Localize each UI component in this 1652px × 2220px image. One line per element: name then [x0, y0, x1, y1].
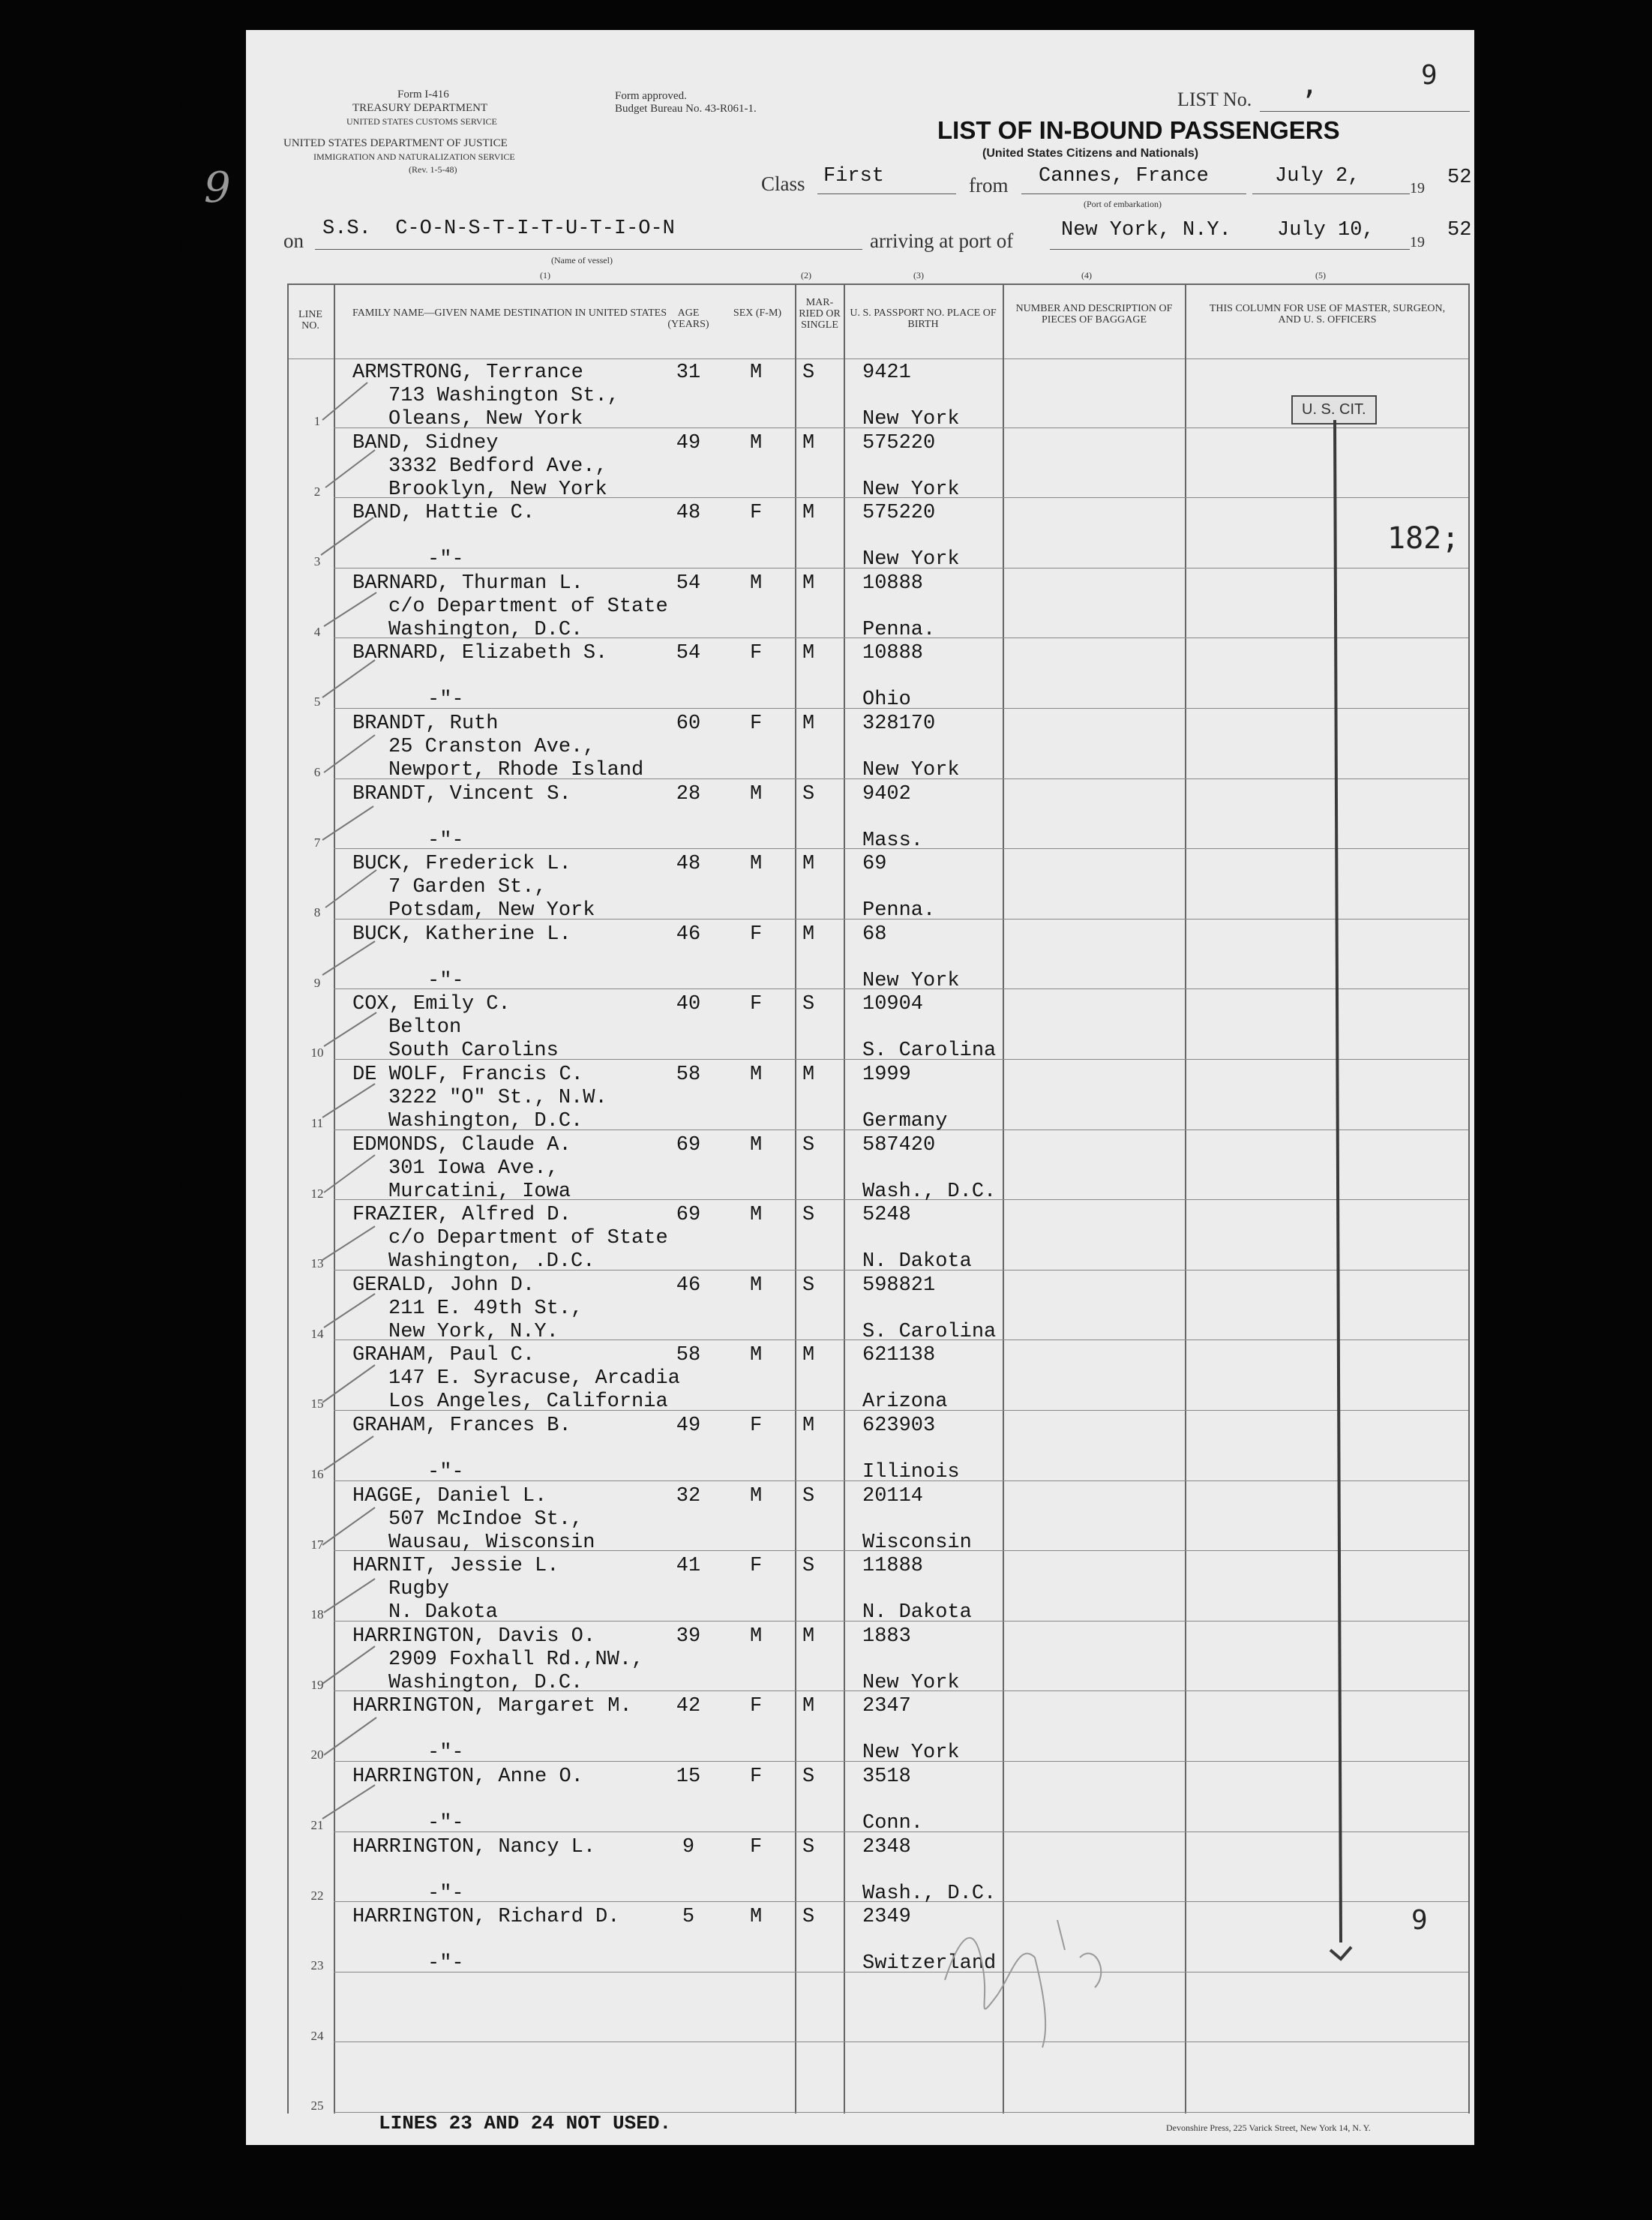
- us-citizen-stamp: U. S. CIT.: [1291, 395, 1377, 424]
- class-value: First: [823, 165, 885, 188]
- line-number: 6: [313, 765, 321, 779]
- passenger-address-2: Washington, D.C.: [388, 619, 583, 641]
- line-number: 8: [313, 905, 321, 920]
- line-number: 22: [310, 1888, 324, 1903]
- form-revision: (Rev. 1-5-48): [409, 164, 457, 175]
- passenger-address-1: 713 Washington St.,: [388, 385, 619, 407]
- passenger-marital-status: M: [802, 923, 815, 946]
- passenger-name: COX, Emily C.: [352, 993, 511, 1016]
- line-number: 19: [310, 1678, 324, 1692]
- budget-bureau: Budget Bureau No. 43-R061-1.: [615, 103, 757, 115]
- passenger-marital-status: S: [802, 1274, 815, 1297]
- passport-number: 587420: [862, 1134, 936, 1156]
- passport-number: 10888: [862, 642, 924, 664]
- punch-hole: [180, 1170, 214, 1204]
- passenger-sex: F: [750, 1695, 763, 1718]
- place-of-birth: New York: [862, 759, 960, 782]
- passenger-address-2: Murcatini, Iowa: [388, 1180, 571, 1203]
- passenger-age: 58: [676, 1064, 701, 1086]
- place-of-birth: Ohio: [862, 688, 911, 711]
- pencil-scribble: [930, 1875, 1155, 2055]
- line-number: 7: [313, 836, 321, 850]
- punch-hole: [180, 1972, 214, 2007]
- passport-number: 2349: [862, 1906, 911, 1928]
- passenger-name: FRAZIER, Alfred D.: [352, 1204, 571, 1226]
- arrival-date: July 10,: [1277, 219, 1375, 242]
- line-number: 2: [313, 484, 321, 499]
- passenger-sex: F: [750, 1766, 763, 1788]
- line-number: 20: [310, 1748, 324, 1762]
- col-divider: [844, 284, 845, 2114]
- passenger-sex: F: [750, 712, 763, 735]
- page-subtitle: (United States Citizens and Nationals): [982, 147, 1199, 160]
- passenger-address-2: N. Dakota: [388, 1601, 498, 1624]
- passenger-marital-status: S: [802, 1766, 815, 1788]
- passenger-age: 15: [676, 1766, 701, 1788]
- passport-number: 10904: [862, 993, 924, 1016]
- list-no-mark: ,: [1301, 68, 1318, 100]
- arriving-label: arriving at port of: [870, 230, 1014, 252]
- embark-year-prefix: 19: [1410, 180, 1425, 196]
- passenger-name: BUCK, Frederick L.: [352, 853, 571, 875]
- list-no-value: 9: [1421, 60, 1438, 91]
- passenger-name: HARRINGTON, Margaret M.: [352, 1695, 632, 1718]
- passport-number: 3518: [862, 1766, 911, 1788]
- line-number: 10: [310, 1046, 324, 1060]
- header-age: AGE (YEARS): [667, 308, 709, 330]
- passenger-sex: F: [750, 993, 763, 1016]
- col-divider: [1003, 284, 1004, 2114]
- place-of-birth: N. Dakota: [862, 1601, 972, 1624]
- passenger-sex: M: [750, 362, 763, 384]
- line-number: 1: [313, 414, 321, 428]
- line-number: 14: [310, 1327, 324, 1341]
- col-divider: [287, 284, 289, 2114]
- passenger-sex: F: [750, 1555, 763, 1577]
- treasury-dept: TREASURY DEPARTMENT: [352, 102, 488, 114]
- passport-number: 328170: [862, 712, 936, 735]
- place-of-birth: Germany: [862, 1110, 948, 1132]
- place-of-birth: New York: [862, 1672, 960, 1694]
- passenger-age: 54: [676, 572, 701, 595]
- passenger-address-1: 3222 "O" St., N.W.: [388, 1087, 607, 1109]
- vessel-caption: (Name of vessel): [551, 255, 613, 266]
- passenger-sex: M: [750, 432, 763, 454]
- place-of-birth: New York: [862, 478, 960, 501]
- passenger-age: 48: [676, 502, 701, 524]
- check-marks: [315, 368, 435, 1882]
- passenger-name: BRANDT, Vincent S.: [352, 783, 571, 806]
- line-number: 21: [310, 1818, 324, 1832]
- passenger-sex: F: [750, 1414, 763, 1437]
- header-passport: U. S. PASSPORT NO. PLACE OF BIRTH: [850, 308, 997, 330]
- passenger-marital-status: S: [802, 1485, 815, 1508]
- passenger-sex: M: [750, 1134, 763, 1156]
- passenger-marital-status: M: [802, 502, 815, 524]
- place-of-birth: Wash., D.C.: [862, 1882, 997, 1905]
- passenger-address-2: -"-: [427, 1812, 464, 1834]
- passenger-age: 5: [682, 1906, 695, 1928]
- passenger-address-2: Potsdam, New York: [388, 899, 595, 922]
- passenger-address-2: -"-: [427, 1461, 464, 1484]
- col-number-2: (2): [801, 270, 811, 280]
- passenger-sex: M: [750, 572, 763, 595]
- line-number: 25: [310, 2098, 324, 2113]
- ins-service: IMMIGRATION AND NATURALIZATION SERVICE: [313, 152, 515, 162]
- passenger-sex: M: [750, 1625, 763, 1648]
- passenger-address-2: Oleans, New York: [388, 408, 583, 430]
- embark-year: 52: [1447, 166, 1472, 189]
- passenger-age: 48: [676, 853, 701, 875]
- passenger-marital-status: M: [802, 853, 815, 875]
- place-of-birth: New York: [862, 548, 960, 571]
- col-number-3: (3): [913, 270, 924, 280]
- arrival-year: 52: [1447, 219, 1472, 242]
- col-divider: [795, 284, 796, 2114]
- passenger-address-1: 507 McIndoe St.,: [388, 1508, 583, 1531]
- place-of-birth: Penna.: [862, 619, 936, 641]
- bracket-arrow-line: [1320, 420, 1365, 1972]
- passenger-address-1: 25 Cranston Ave.,: [388, 736, 595, 758]
- header-officers: THIS COLUMN FOR USE OF MASTER, SURGEON, AND U. S. OFFICERS: [1209, 303, 1446, 326]
- passenger-age: 28: [676, 783, 701, 806]
- from-label: from: [969, 174, 1009, 196]
- passenger-sex: F: [750, 923, 763, 946]
- line-number: 9: [313, 976, 321, 990]
- passenger-address-1: 7 Garden St.,: [388, 876, 547, 898]
- place-of-birth: Penna.: [862, 899, 936, 922]
- passenger-name: HAGGE, Daniel L.: [352, 1485, 547, 1508]
- place-of-birth: New York: [862, 408, 960, 430]
- passenger-age: 58: [676, 1344, 701, 1366]
- passenger-address-2: Newport, Rhode Island: [388, 759, 644, 782]
- passenger-sex: M: [750, 783, 763, 806]
- passenger-address-2: -"-: [427, 970, 464, 992]
- printer-imprint: Devonshire Press, 225 Varick Street, New York 14, N. Y.: [1166, 2122, 1371, 2133]
- passenger-name: DE WOLF, Francis C.: [352, 1064, 583, 1086]
- passenger-sex: F: [750, 642, 763, 664]
- passenger-age: 40: [676, 993, 701, 1016]
- line-number: 23: [310, 1958, 324, 1972]
- passenger-address-2: -"-: [427, 1882, 464, 1905]
- passenger-address-2: -"-: [427, 548, 464, 571]
- passenger-age: 32: [676, 1485, 701, 1508]
- justice-dept: UNITED STATES DEPARTMENT OF JUSTICE: [283, 137, 508, 149]
- passenger-name: HARRINGTON, Richard D.: [352, 1906, 620, 1928]
- passenger-sex: M: [750, 1344, 763, 1366]
- passenger-age: 46: [676, 1274, 701, 1297]
- line-number: 18: [310, 1607, 324, 1622]
- passenger-address-2: Brooklyn, New York: [388, 478, 607, 501]
- header-married: MAR- RIED OR SINGLE: [799, 297, 841, 331]
- passenger-name: HARRINGTON, Davis O.: [352, 1625, 596, 1648]
- class-label: Class: [761, 172, 805, 195]
- line-number: 15: [310, 1396, 324, 1411]
- passenger-address-1: 147 E. Syracuse, Arcadia: [388, 1367, 680, 1390]
- header-line-no: LINE NO.: [298, 309, 322, 332]
- passport-number: 575220: [862, 502, 936, 524]
- line-number: 4: [313, 625, 321, 639]
- punch-hole: [180, 1898, 214, 1932]
- passenger-age: 49: [676, 432, 701, 454]
- passenger-name: HARRINGTON, Nancy L.: [352, 1836, 596, 1858]
- passenger-age: 69: [676, 1204, 701, 1226]
- passenger-address-2: -"-: [427, 1742, 464, 1764]
- passenger-name: BARNARD, Elizabeth S.: [352, 642, 608, 664]
- passport-number: 2348: [862, 1836, 911, 1858]
- passenger-address-2: New York, N.Y.: [388, 1321, 559, 1343]
- passenger-marital-status: M: [802, 642, 815, 664]
- line-number: 24: [310, 2029, 324, 2043]
- passport-number: 2347: [862, 1695, 911, 1718]
- passenger-name: BUCK, Katherine L.: [352, 923, 571, 946]
- punch-hole: [180, 1076, 214, 1111]
- punch-hole: [180, 86, 214, 121]
- arrival-year-prefix: 19: [1410, 234, 1425, 250]
- col-number-4: (4): [1081, 270, 1092, 280]
- passenger-sex: M: [750, 1204, 763, 1226]
- passenger-marital-status: M: [802, 1625, 815, 1648]
- place-of-birth: S. Carolina: [862, 1321, 997, 1343]
- passenger-address-1: Rugby: [388, 1578, 450, 1600]
- passenger-age: 46: [676, 923, 701, 946]
- passenger-address-2: Los Angeles, California: [388, 1390, 668, 1413]
- line-number: 12: [310, 1186, 324, 1201]
- line-number: 16: [310, 1467, 324, 1481]
- passenger-address-1: 3332 Bedford Ave.,: [388, 455, 607, 478]
- passport-number: 69: [862, 853, 887, 875]
- passenger-marital-status: M: [802, 712, 815, 735]
- place-of-birth: Conn.: [862, 1812, 924, 1834]
- bottom-count-note: 9: [1411, 1905, 1428, 1936]
- passport-number: 575220: [862, 432, 936, 454]
- passenger-address-2: Washington, .D.C.: [388, 1250, 595, 1273]
- left-margin-note: 9: [204, 164, 231, 212]
- place-of-birth: Wisconsin: [862, 1532, 972, 1554]
- passenger-marital-status: S: [802, 1555, 815, 1577]
- form-number: Form I-416: [397, 88, 449, 100]
- passenger-marital-status: M: [802, 1344, 815, 1366]
- passenger-marital-status: M: [802, 1695, 815, 1718]
- passenger-name: GRAHAM, Paul C.: [352, 1344, 535, 1366]
- line-number: 11: [310, 1116, 324, 1130]
- col-number-5: (5): [1315, 270, 1326, 280]
- passenger-address-2: -"-: [427, 830, 464, 852]
- list-no-underline: [1260, 111, 1470, 112]
- passport-number: 10888: [862, 572, 924, 595]
- customs-service: UNITED STATES CUSTOMS SERVICE: [346, 116, 497, 127]
- port-embark-caption: (Port of embarkation): [1084, 199, 1162, 209]
- passenger-address-2: Wausau, Wisconsin: [388, 1532, 595, 1554]
- passenger-address-2: -"-: [427, 1952, 464, 1975]
- passenger-sex: M: [750, 1274, 763, 1297]
- passenger-marital-status: S: [802, 362, 815, 384]
- passenger-name: BARNARD, Thurman L.: [352, 572, 583, 595]
- passenger-marital-status: M: [802, 572, 815, 595]
- passenger-name: BAND, Hattie C.: [352, 502, 535, 524]
- passenger-address-1: 2909 Foxhall Rd.,NW.,: [388, 1648, 644, 1671]
- place-of-birth: Switzerland: [862, 1952, 997, 1975]
- table-top-border: [287, 284, 1468, 285]
- passenger-marital-status: M: [802, 432, 815, 454]
- footer-note: LINES 23 AND 24 NOT USED.: [379, 2112, 672, 2134]
- passenger-age: 42: [676, 1695, 701, 1718]
- line-number: 13: [310, 1256, 324, 1270]
- passenger-name: BRANDT, Ruth: [352, 712, 499, 735]
- passenger-name: BAND, Sidney: [352, 432, 499, 454]
- passenger-name: HARNIT, Jessie L.: [352, 1555, 559, 1577]
- embark-date: July 2,: [1275, 165, 1360, 188]
- passenger-age: 60: [676, 712, 701, 735]
- passenger-name: HARRINGTON, Anne O.: [352, 1766, 583, 1788]
- passport-number: 9421: [862, 362, 911, 384]
- table-header-border: [287, 358, 1468, 359]
- passport-number: 5248: [862, 1204, 911, 1226]
- col-divider: [1468, 284, 1470, 2114]
- passport-number: 9402: [862, 783, 911, 806]
- form-approved: Form approved.: [615, 90, 687, 102]
- line-number: 5: [313, 694, 321, 709]
- passenger-sex: M: [750, 1906, 763, 1928]
- passenger-age: 39: [676, 1625, 701, 1648]
- passport-number: 623903: [862, 1414, 936, 1437]
- passport-number: 1999: [862, 1064, 911, 1086]
- line-number: 17: [310, 1538, 324, 1552]
- passenger-address-1: 211 E. 49th St.,: [388, 1298, 583, 1320]
- passenger-sex: M: [750, 1064, 763, 1086]
- passenger-marital-status: S: [802, 1204, 815, 1226]
- col-number-1: (1): [540, 270, 550, 280]
- passenger-marital-status: S: [802, 993, 815, 1016]
- arrival-date-underline: [1252, 249, 1410, 250]
- passenger-marital-status: S: [802, 783, 815, 806]
- passenger-address-1: Belton: [388, 1016, 462, 1039]
- passenger-marital-status: S: [802, 1134, 815, 1156]
- passenger-address-1: 301 Iowa Ave.,: [388, 1157, 559, 1180]
- vessel-underline: [315, 249, 862, 250]
- passenger-age: 31: [676, 362, 701, 384]
- passenger-address-2: -"-: [427, 688, 464, 711]
- place-of-birth: Wash., D.C.: [862, 1180, 997, 1203]
- arrival-port-underline: [1050, 249, 1252, 250]
- passenger-sex: F: [750, 1836, 763, 1858]
- place-of-birth: New York: [862, 970, 960, 992]
- place-of-birth: Illinois: [862, 1461, 960, 1484]
- header-name: FAMILY NAME—GIVEN NAME DESTINATION IN UNITED STATES: [352, 308, 667, 319]
- passenger-sex: M: [750, 853, 763, 875]
- col-divider: [1185, 284, 1186, 2114]
- passenger-age: 69: [676, 1134, 701, 1156]
- passport-number: 621138: [862, 1344, 936, 1366]
- embark-port: Cannes, France: [1039, 165, 1209, 188]
- line-number: 3: [313, 554, 321, 568]
- place-of-birth: New York: [862, 1742, 960, 1764]
- passenger-name: GERALD, John D.: [352, 1274, 535, 1297]
- passenger-name: GRAHAM, Frances B.: [352, 1414, 571, 1437]
- passenger-age: 9: [682, 1836, 695, 1858]
- passenger-marital-status: M: [802, 1064, 815, 1086]
- passenger-name: EDMONDS, Claude A.: [352, 1134, 571, 1156]
- passenger-name: ARMSTRONG, Terrance: [352, 362, 583, 384]
- passenger-address-2: Washington, D.C.: [388, 1110, 583, 1132]
- on-label: on: [283, 230, 304, 252]
- passport-number: 598821: [862, 1274, 936, 1297]
- passenger-address-2: South Carolins: [388, 1040, 559, 1062]
- header-baggage: NUMBER AND DESCRIPTION OF PIECES OF BAGGAGE: [1015, 303, 1173, 326]
- passenger-age: 41: [676, 1555, 701, 1577]
- place-of-birth: S. Carolina: [862, 1040, 997, 1062]
- passenger-address-1: c/o Department of State: [388, 596, 668, 618]
- place-of-birth: Arizona: [862, 1390, 948, 1413]
- list-no-label: LIST No.: [1177, 88, 1252, 110]
- passport-number: 1883: [862, 1625, 911, 1648]
- right-margin-note: 182;: [1387, 521, 1460, 556]
- passport-number: 11888: [862, 1555, 924, 1577]
- passenger-sex: M: [750, 1485, 763, 1508]
- passenger-marital-status: S: [802, 1836, 815, 1858]
- header-sex: SEX (F-M): [733, 308, 782, 319]
- page-title: LIST OF IN-BOUND PASSENGERS: [937, 116, 1340, 144]
- passenger-age: 49: [676, 1414, 701, 1437]
- passenger-address-2: Washington, D.C.: [388, 1672, 583, 1694]
- punch-hole: [180, 229, 214, 263]
- arrival-port: New York, N.Y.: [1061, 219, 1231, 242]
- place-of-birth: N. Dakota: [862, 1250, 972, 1273]
- passenger-age: 54: [676, 642, 701, 664]
- place-of-birth: Mass.: [862, 830, 924, 852]
- passenger-sex: F: [750, 502, 763, 524]
- passport-number: 68: [862, 923, 887, 946]
- passenger-marital-status: S: [802, 1906, 815, 1928]
- vessel-name: S.S. C-O-N-S-T-I-T-U-T-I-O-N: [322, 218, 675, 240]
- passport-number: 20114: [862, 1485, 924, 1508]
- passenger-marital-status: M: [802, 1414, 815, 1437]
- passenger-address-1: c/o Department of State: [388, 1227, 668, 1250]
